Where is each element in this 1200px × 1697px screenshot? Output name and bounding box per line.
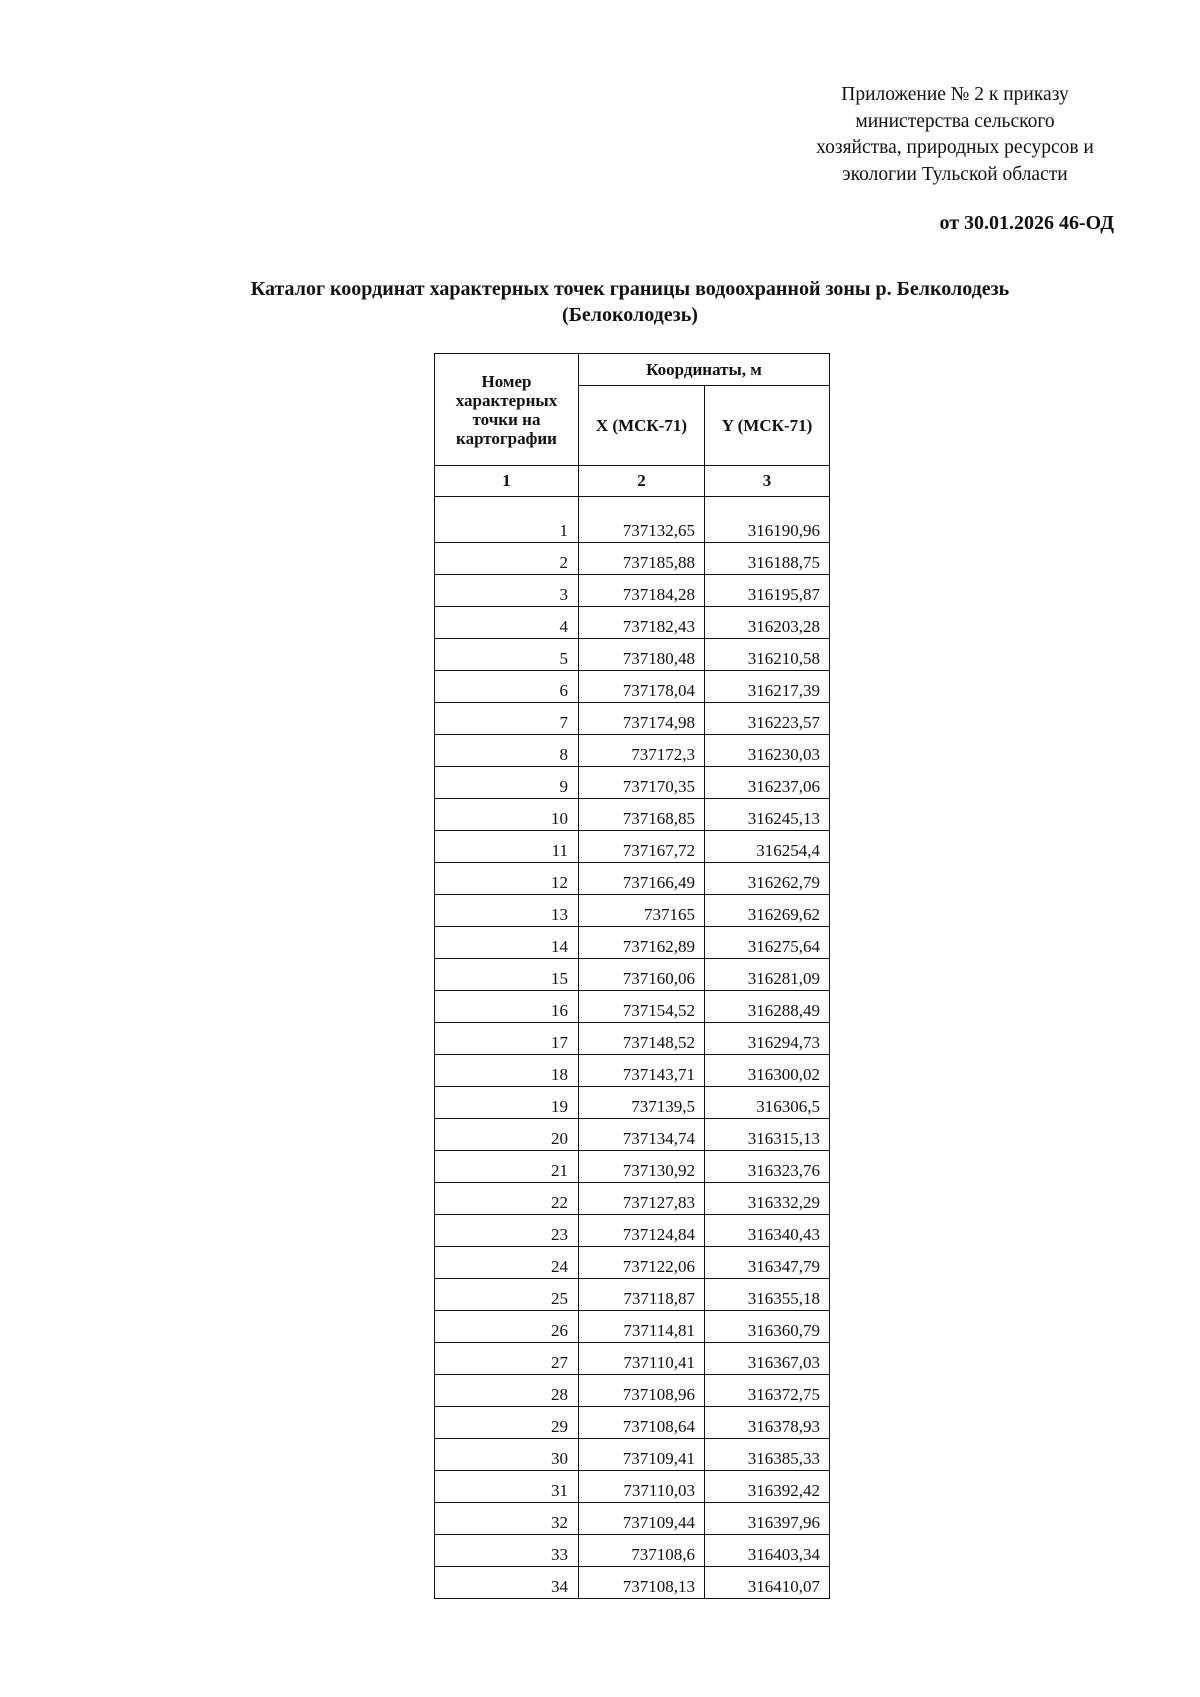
point-number: 33 bbox=[435, 1535, 579, 1567]
x-coordinate: 737108,96 bbox=[579, 1375, 705, 1407]
point-number: 9 bbox=[435, 767, 579, 799]
x-coordinate: 737174,98 bbox=[579, 703, 705, 735]
y-coordinate: 316203,28 bbox=[705, 607, 830, 639]
table-row bbox=[435, 959, 830, 991]
table-header-row bbox=[435, 354, 830, 386]
table-row bbox=[435, 863, 830, 895]
table-row bbox=[435, 1183, 830, 1215]
point-number-header bbox=[435, 354, 579, 466]
table-row bbox=[435, 799, 830, 831]
table-row bbox=[435, 607, 830, 639]
table-row bbox=[435, 1567, 830, 1599]
table-row bbox=[435, 1151, 830, 1183]
y-coordinate: 316223,57 bbox=[705, 703, 830, 735]
point-number: 6 bbox=[435, 671, 579, 703]
y-coordinate: 316323,76 bbox=[705, 1151, 830, 1183]
x-coordinate: 737110,03 bbox=[579, 1471, 705, 1503]
y-coordinate: 316254,4 bbox=[705, 831, 830, 863]
table-row bbox=[435, 511, 830, 543]
table-row bbox=[435, 1343, 830, 1375]
table-row bbox=[435, 1311, 830, 1343]
coordinates-header: Координаты, м bbox=[579, 354, 830, 386]
appendix-line: экологии Тульской области bbox=[842, 163, 1068, 185]
point-number: 2 bbox=[435, 543, 579, 575]
x-coordinate: 737166,49 bbox=[579, 863, 705, 895]
table-row bbox=[435, 1247, 830, 1279]
point-number: 18 bbox=[435, 1055, 579, 1087]
appendix-note bbox=[790, 82, 1120, 188]
x-coordinate: 737109,44 bbox=[579, 1503, 705, 1535]
point-number: 28 bbox=[435, 1375, 579, 1407]
table-row bbox=[435, 1023, 830, 1055]
spacer-cell bbox=[579, 497, 705, 512]
y-coordinate: 316188,75 bbox=[705, 543, 830, 575]
x-coordinate: 737143,71 bbox=[579, 1055, 705, 1087]
appendix-line: министерства сельского bbox=[855, 110, 1055, 132]
point-number: 15 bbox=[435, 959, 579, 991]
y-coordinate: 316403,34 bbox=[705, 1535, 830, 1567]
spacer-cell bbox=[435, 497, 579, 512]
x-coordinate: 737168,85 bbox=[579, 799, 705, 831]
table-row bbox=[435, 1279, 830, 1311]
point-number: 4 bbox=[435, 607, 579, 639]
y-coordinate: 316230,03 bbox=[705, 735, 830, 767]
x-coordinate: 737118,87 bbox=[579, 1279, 705, 1311]
point-number: 29 bbox=[435, 1407, 579, 1439]
y-coordinate: 316360,79 bbox=[705, 1311, 830, 1343]
table-row bbox=[435, 1471, 830, 1503]
point-number: 21 bbox=[435, 1151, 579, 1183]
x-coordinate: 737162,89 bbox=[579, 927, 705, 959]
y-coordinate: 316367,03 bbox=[705, 1343, 830, 1375]
point-number: 10 bbox=[435, 799, 579, 831]
column-index-row bbox=[435, 466, 830, 497]
point-number: 1 bbox=[435, 511, 579, 543]
x-coordinate: 737154,52 bbox=[579, 991, 705, 1023]
table-row bbox=[435, 703, 830, 735]
table-row bbox=[435, 831, 830, 863]
y-coordinate: 316245,13 bbox=[705, 799, 830, 831]
table-row bbox=[435, 639, 830, 671]
y-coordinate: 316397,96 bbox=[705, 1503, 830, 1535]
table-row bbox=[435, 575, 830, 607]
x-coordinate: 737184,28 bbox=[579, 575, 705, 607]
table-row bbox=[435, 671, 830, 703]
y-coordinate: 316269,62 bbox=[705, 895, 830, 927]
y-coordinate: 316410,07 bbox=[705, 1567, 830, 1599]
y-coordinate: 316385,33 bbox=[705, 1439, 830, 1471]
table-row bbox=[435, 1119, 830, 1151]
x-coordinate: 737124,84 bbox=[579, 1215, 705, 1247]
table-row bbox=[435, 1087, 830, 1119]
x-coordinate: 737130,92 bbox=[579, 1151, 705, 1183]
x-coordinate: 737108,64 bbox=[579, 1407, 705, 1439]
point-number: 14 bbox=[435, 927, 579, 959]
table-row bbox=[435, 1055, 830, 1087]
table-row bbox=[435, 895, 830, 927]
spacer-cell bbox=[705, 497, 830, 512]
y-coordinate: 316300,02 bbox=[705, 1055, 830, 1087]
y-coordinate: 316210,58 bbox=[705, 639, 830, 671]
table-row bbox=[435, 927, 830, 959]
x-coordinate: 737109,41 bbox=[579, 1439, 705, 1471]
x-coordinate: 737185,88 bbox=[579, 543, 705, 575]
point-number: 11 bbox=[435, 831, 579, 863]
y-coordinate: 316217,39 bbox=[705, 671, 830, 703]
y-coordinate: 316315,13 bbox=[705, 1119, 830, 1151]
y-coordinate: 316340,43 bbox=[705, 1215, 830, 1247]
y-coordinate: 316195,87 bbox=[705, 575, 830, 607]
point-number: 34 bbox=[435, 1567, 579, 1599]
x-coordinate: 737139,5 bbox=[579, 1087, 705, 1119]
point-number: 31 bbox=[435, 1471, 579, 1503]
point-number: 24 bbox=[435, 1247, 579, 1279]
point-number: 32 bbox=[435, 1503, 579, 1535]
y-coordinate: 316288,49 bbox=[705, 991, 830, 1023]
x-coordinate: 737108,6 bbox=[579, 1535, 705, 1567]
y-coordinate: 316237,06 bbox=[705, 767, 830, 799]
document-title bbox=[150, 276, 1110, 328]
x-coordinate: 737134,74 bbox=[579, 1119, 705, 1151]
coordinates-table bbox=[434, 353, 830, 1599]
point-number: 30 bbox=[435, 1439, 579, 1471]
point-number: 16 bbox=[435, 991, 579, 1023]
table-row bbox=[435, 767, 830, 799]
header-line: Номер bbox=[481, 371, 532, 391]
point-number: 13 bbox=[435, 895, 579, 927]
x-coordinate: 737182,43 bbox=[579, 607, 705, 639]
table-row bbox=[435, 1439, 830, 1471]
y-coordinate: 316294,73 bbox=[705, 1023, 830, 1055]
y-coordinate: 316306,5 bbox=[705, 1087, 830, 1119]
point-number: 8 bbox=[435, 735, 579, 767]
y-coordinate: 316190,96 bbox=[705, 511, 830, 543]
y-coordinate: 316372,75 bbox=[705, 1375, 830, 1407]
y-header: Y (МСК-71) bbox=[705, 386, 830, 466]
x-coordinate: 737178,04 bbox=[579, 671, 705, 703]
point-number: 3 bbox=[435, 575, 579, 607]
y-coordinate: 316392,42 bbox=[705, 1471, 830, 1503]
order-date: от 30.01.2026 46-ОД bbox=[939, 212, 1114, 234]
table-row bbox=[435, 991, 830, 1023]
y-coordinate: 316355,18 bbox=[705, 1279, 830, 1311]
x-coordinate: 737172,3 bbox=[579, 735, 705, 767]
point-number: 26 bbox=[435, 1311, 579, 1343]
column-index: 3 bbox=[705, 466, 830, 497]
y-coordinate: 316262,79 bbox=[705, 863, 830, 895]
point-number: 19 bbox=[435, 1087, 579, 1119]
x-coordinate: 737148,52 bbox=[579, 1023, 705, 1055]
table-row bbox=[435, 1535, 830, 1567]
x-coordinate: 737132,65 bbox=[579, 511, 705, 543]
point-number: 25 bbox=[435, 1279, 579, 1311]
column-index: 2 bbox=[579, 466, 705, 497]
point-number: 12 bbox=[435, 863, 579, 895]
x-coordinate: 737114,81 bbox=[579, 1311, 705, 1343]
table-row bbox=[435, 1215, 830, 1247]
y-coordinate: 316332,29 bbox=[705, 1183, 830, 1215]
table-row bbox=[435, 1375, 830, 1407]
y-coordinate: 316281,09 bbox=[705, 959, 830, 991]
y-coordinate: 316275,64 bbox=[705, 927, 830, 959]
header-line: характерных bbox=[455, 390, 558, 410]
x-coordinate: 737165 bbox=[579, 895, 705, 927]
y-coordinate: 316378,93 bbox=[705, 1407, 830, 1439]
x-coordinate: 737167,72 bbox=[579, 831, 705, 863]
point-number: 23 bbox=[435, 1215, 579, 1247]
x-coordinate: 737110,41 bbox=[579, 1343, 705, 1375]
spacer-row bbox=[435, 497, 830, 512]
point-number: 5 bbox=[435, 639, 579, 671]
x-coordinate: 737127,83 bbox=[579, 1183, 705, 1215]
x-coordinate: 737180,48 bbox=[579, 639, 705, 671]
table-row bbox=[435, 543, 830, 575]
x-header: X (МСК-71) bbox=[579, 386, 705, 466]
x-coordinate: 737160,06 bbox=[579, 959, 705, 991]
point-number: 7 bbox=[435, 703, 579, 735]
appendix-line: хозяйства, природных ресурсов и bbox=[816, 137, 1094, 158]
x-coordinate: 737170,35 bbox=[579, 767, 705, 799]
column-index: 1 bbox=[435, 466, 579, 497]
title-line: Каталог координат характерных точек границы водоохранной зоны р. Белколодезь bbox=[250, 278, 1010, 300]
appendix-line: Приложение № 2 к приказу bbox=[841, 84, 1069, 105]
y-coordinate: 316347,79 bbox=[705, 1247, 830, 1279]
point-number: 22 bbox=[435, 1183, 579, 1215]
table-row bbox=[435, 1407, 830, 1439]
table-row bbox=[435, 735, 830, 767]
header-line: точки на bbox=[472, 409, 541, 429]
point-number: 20 bbox=[435, 1119, 579, 1151]
table-row bbox=[435, 1503, 830, 1535]
point-number: 17 bbox=[435, 1023, 579, 1055]
point-number: 27 bbox=[435, 1343, 579, 1375]
title-line: (Белоколодезь) bbox=[562, 304, 698, 326]
x-coordinate: 737108,13 bbox=[579, 1567, 705, 1599]
header-line: картографии bbox=[456, 428, 557, 448]
x-coordinate: 737122,06 bbox=[579, 1247, 705, 1279]
